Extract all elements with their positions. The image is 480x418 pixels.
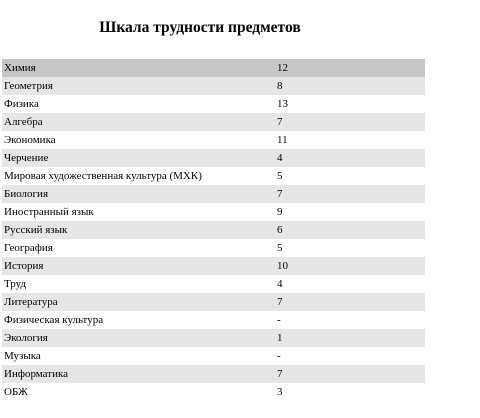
difficulty-value: 5 — [277, 170, 283, 182]
difficulty-value: 3 — [277, 386, 283, 398]
difficulty-value: 7 — [277, 116, 283, 128]
difficulty-value: 7 — [277, 368, 283, 380]
subject-name: Физика — [4, 98, 39, 110]
difficulty-value: 7 — [277, 296, 283, 308]
table-row — [2, 383, 425, 401]
subject-name: ОБЖ — [4, 386, 28, 398]
difficulty-value: 1 — [277, 332, 283, 344]
table-row — [2, 365, 425, 383]
difficulty-value: 10 — [277, 260, 288, 272]
table-row — [2, 203, 425, 221]
page-title — [0, 18, 480, 38]
table-row — [2, 167, 425, 185]
subject-name: Геометрия — [4, 80, 53, 92]
subject-name: Иностранный язык — [4, 206, 94, 218]
difficulty-value: 8 — [277, 80, 283, 92]
difficulty-value: - — [277, 350, 281, 362]
subject-name: Русский язык — [4, 224, 68, 236]
subject-name: Музыка — [4, 350, 41, 362]
subject-name: Химия — [4, 62, 36, 74]
table-row — [2, 113, 425, 131]
difficulty-value: 4 — [277, 152, 283, 164]
page-title-text: Шкала трудности предметов — [99, 19, 301, 36]
table-row — [2, 311, 425, 329]
table-row — [2, 131, 425, 149]
subject-name: Мировая художественная культура (МХК) — [4, 170, 202, 182]
subject-name: Экономика — [4, 134, 56, 146]
subject-name: Алгебра — [4, 116, 43, 128]
table-row — [2, 59, 425, 77]
subject-name: История — [4, 260, 44, 272]
table-row — [2, 149, 425, 167]
subject-name: Труд — [4, 278, 27, 290]
subject-name: Черчение — [4, 152, 49, 164]
table-row — [2, 329, 425, 347]
difficulty-value: 11 — [277, 134, 288, 146]
difficulty-value: 6 — [277, 224, 283, 236]
table-row — [2, 347, 425, 365]
table-row — [2, 275, 425, 293]
difficulty-table — [2, 59, 425, 401]
table-row — [2, 293, 425, 311]
table-row — [2, 185, 425, 203]
difficulty-value: - — [277, 314, 281, 326]
difficulty-value: 12 — [277, 62, 288, 74]
subject-name: Экология — [4, 332, 48, 344]
subject-name: Биология — [4, 188, 49, 200]
subject-name: Информатика — [4, 368, 69, 380]
table-row — [2, 257, 425, 275]
table-row — [2, 77, 425, 95]
difficulty-value: 7 — [277, 188, 283, 200]
difficulty-value: 5 — [277, 242, 283, 254]
difficulty-value: 9 — [277, 206, 283, 218]
subject-name: Литература — [4, 296, 58, 308]
subject-name: География — [4, 242, 53, 254]
table-row — [2, 221, 425, 239]
table-row — [2, 95, 425, 113]
difficulty-value: 13 — [277, 98, 288, 110]
table-row — [2, 239, 425, 257]
subject-name: Физическая культура — [4, 314, 104, 326]
difficulty-value: 4 — [277, 278, 283, 290]
